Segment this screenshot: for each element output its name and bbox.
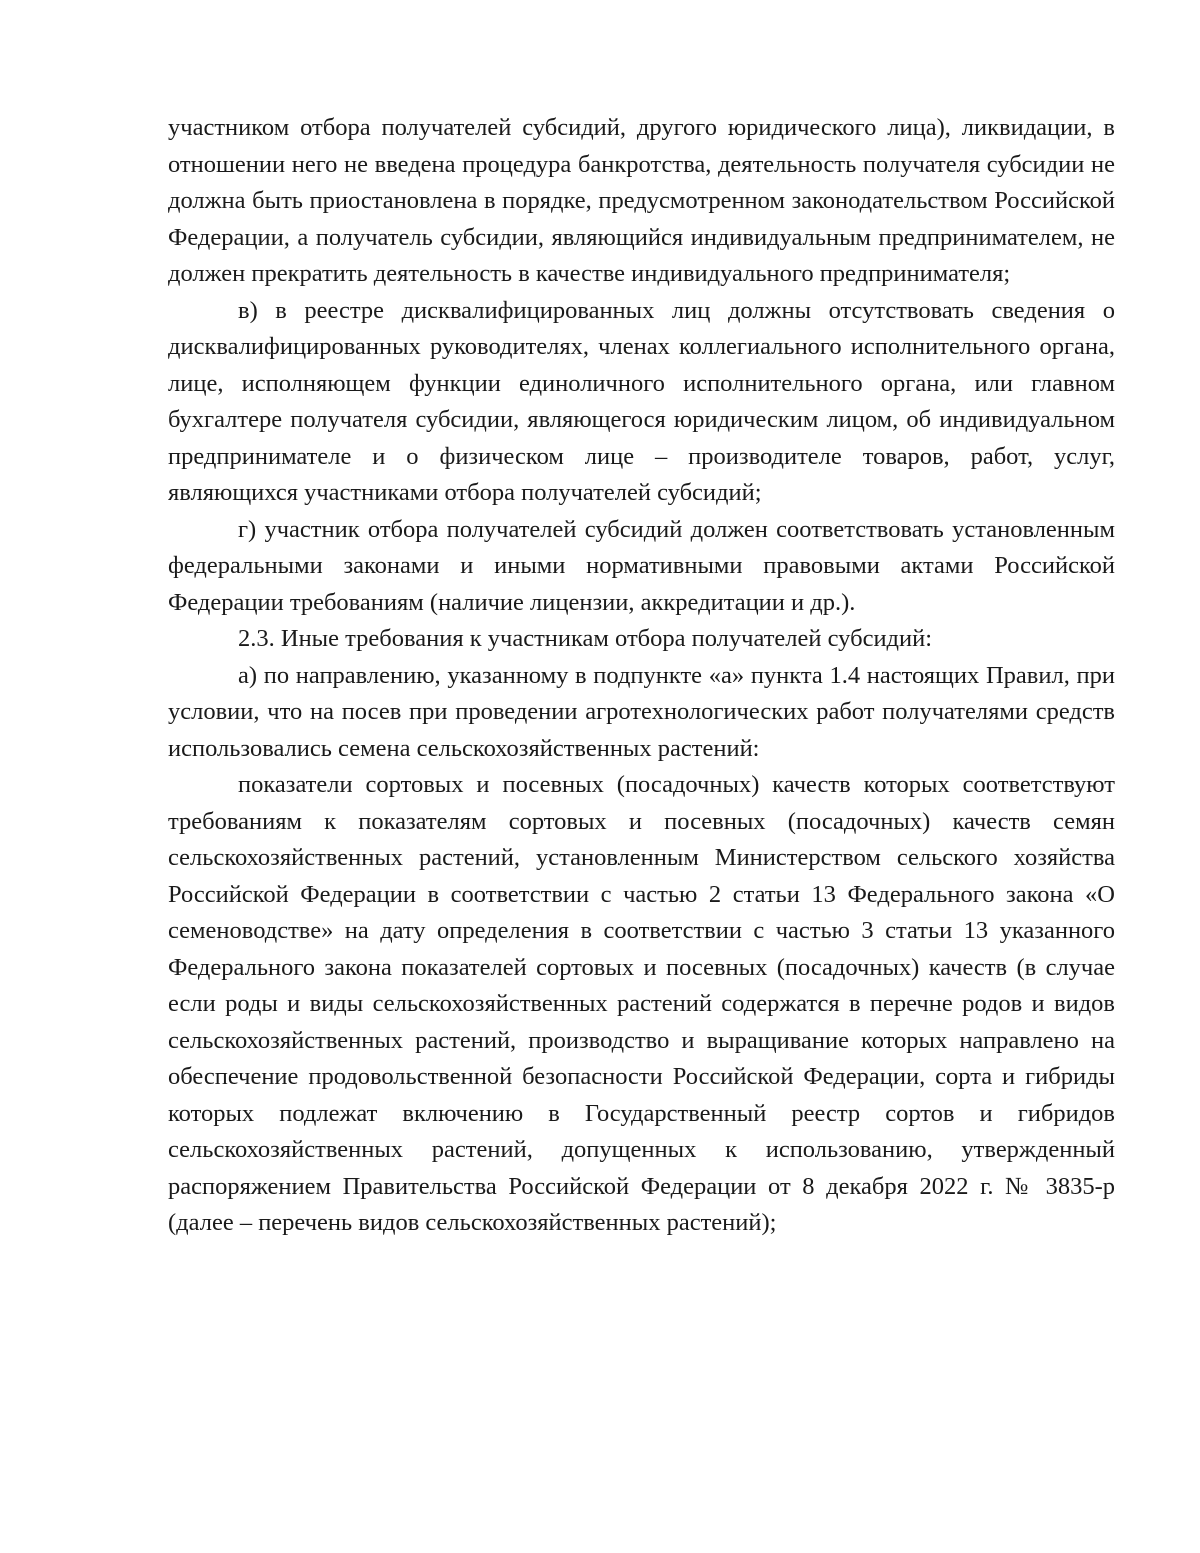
paragraph-item-v-disqualified-persons: в) в реестре дисквалифицированных лиц должны отсутствовать сведения о дисквалифицированных руководителях, членах коллегиального исполнительного органа, лице, исполняющем функции единоличного исполнительного органа, или главном бухгалтере получателя субсидии, являющегося юридическим лицом, об индивидуальном предпринимателе и о физическом лице – производителе товаров, работ, услуг, являющихся участниками отбора получателей субсидий; [168, 296, 1115, 506]
document-body [168, 110, 1115, 1242]
paragraph-section-2-3-heading: 2.3. Иные требования к участникам отбора получателей субсидий: [238, 625, 933, 652]
paragraph-seed-quality-indicators: показатели сортовых и посевных (посадочных) качеств которых соответствуют требованиям к показателям сортовых и посевных (посадочных) качеств семян сельскохозяйственных растений, установленным Министерством сельского хозяйства Российской Федерации в соответствии с частью 2 статьи 13 Федерального закона «О семеноводстве» на дату определения в соответствии с частью 3 статьи 13 указанного Федерального закона показателей сортовых и посевных (посадочных) качеств (в случае если роды и виды сельскохозяйственных растений содержатся в перечне родов и видов сельскохозяйственных растений, производство и выращивание которых направлено на обеспечение продовольственной безопасности Российской Федерации, сорта и гибриды которых подлежат включению в Государственный реестр сортов и гибридов сельскохозяйственных растений, допущенных к использованию, утвержденный распоряжением Правительства Российской Федерации от 8 декабря 2022 г. № 3835-р (далее – перечень видов сельскохозяйственных растений); [168, 771, 1115, 1236]
paragraph-item-g-license-requirements: г) участник отбора получателей субсидий должен соответствовать установленным федеральными законами и иными нормативными правовыми актами Российской Федерации требованиям (наличие лицензии, аккредитации и др.). [168, 515, 1115, 616]
paragraph-continuation-bankruptcy: участником отбора получателей субсидий, другого юридического лица), ликвидации, в отношении него не введена процедура банкротства, деятельность получателя субсидии не должна быть приостановлена в порядке, предусмотренном законодательством Российской Федерации, а получатель субсидии, являющийся индивидуальным предпринимателем, не должен прекратить деятельность в качестве индивидуального предпринимателя; [168, 114, 1115, 287]
paragraph-item-a-seed-usage: а) по направлению, указанному в подпункте «а» пункта 1.4 настоящих Правил, при условии, что на посев при проведении агротехнологических работ получателями средств использовались семена сельскохозяйственных растений: [168, 661, 1115, 762]
